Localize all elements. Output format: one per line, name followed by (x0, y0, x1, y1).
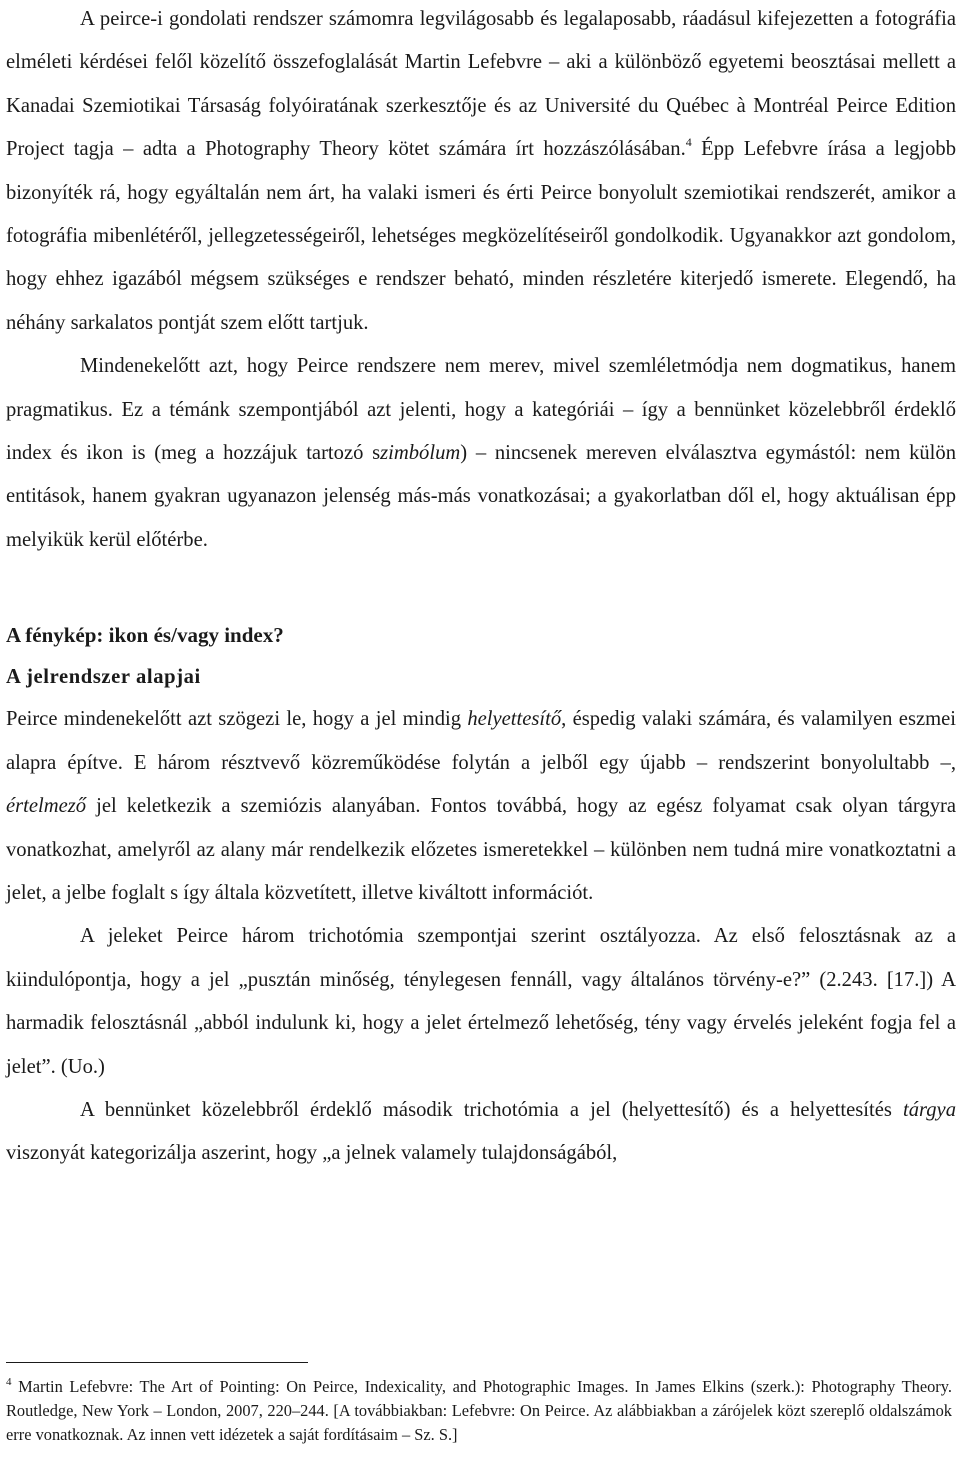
italic-term: helyettesítő (467, 708, 562, 731)
section-subheading: A jelrendszer alapjai (6, 666, 201, 689)
document-body (6, 0, 956, 1176)
paragraph-text: , éspedig valaki számára, és valamilyen eszmei alapra építve. E három résztvevő közreműködése folytán a jelből egy újabb – rendszerint bonyolultabb –, (6, 708, 956, 774)
italic-term: értelmező (6, 795, 87, 818)
paragraph-pragmatism (6, 345, 956, 562)
paragraph-text: jel keletkezik a szemiózis alanyában. Fontos továbbá, hogy az egész folyamat csak olyan tárgyra vonatkozhat, amelyről az alany már rendelkezik előzetes ismeretekkel – különben nem tudná mire vonatkoztatni a jelet, a jelbe foglalt s így általa közvetített, illetve kiváltott információt. (6, 795, 956, 904)
paragraph-text: Épp Lefebvre írása a legjobb bizonyíték rá, hogy egyáltalán nem árt, ha valaki ismeri és érti Peirce bonyolult szemiotikai rendszerét, amikor a fotográfia mibenlétéről, jellegzetességeiről, lehetséges megközelítéseiről gondolkodik. Ugyanakkor azt gondolom, hogy ehhez igazából mégsem szükséges e rendszer beható, minden részletére kiterjedő ismerete. Elegendő, ha néhány sarkalatos pontját szem előtt tartjuk. (6, 138, 956, 334)
paragraph-text: Mindenekelőtt azt, hogy Peirce rendszere nem merev, mivel szemléletmódja nem dogmatikus, hanem pragmatikus. Ez a témánk szempontjából azt jelenti, hogy a kategóriái – így a bennünket közelebbről érdeklő index és ikon is (meg a hozzájuk tartozó s (6, 355, 956, 465)
footnote-reference[interactable]: 4 (685, 135, 692, 150)
footnote-number: 4 (6, 1376, 12, 1388)
paragraph-trichotomies: A jeleket Peirce három trichotómia szempontjai szerint osztályozza. Az első felosztásnak az a kiindulópontja, hogy a jel „pusztán minőség, ténylegesen fennáll, vagy általános törvény-e?” (2.243. [17.]) A harmadik felosztásnál „abból indulunk ki, hogy a jelet értelmező lehetőség, tény vagy érvelés jeleként fogja fel a jelet”. (Uo.) (6, 925, 956, 1078)
section-heading: A fénykép: ikon és/vagy index? (6, 623, 284, 648)
footnote-separator (6, 1362, 308, 1363)
paragraph-text: A peirce-i gondolati rendszer számomra legvilágosabb és legalaposabb, ráadásul kifejezetten a fotográfia elméleti kérdései felől közelítő összefoglalását Martin Lefebvre – aki a különböző egyetemi beosztásai mellett a Kanadai Szemiotikai Társaság folyóiratának szerkesztője és az Université du Québec à Montréal Peirce Edition Project tagja – adta a Photography Theory kötet számára írt hozzászólásában. (6, 8, 956, 161)
paragraph-text: ) – nincsenek mereven elválasztva egymástól: nem külön entitások, hanem gyakran ugyanazon jelenség más-más vonatkozásai; a gyakorlatban dől el, hogy aktuálisan épp melyikük kerül előtérbe. (6, 442, 957, 551)
paragraph-text: viszonyát kategorizálja aszerint, hogy „a jelnek valamely tulajdonságából, (6, 1142, 618, 1165)
section-spacer (6, 562, 956, 614)
footnote-text: Martin Lefebvre: The Art of Pointing: On Peirce, Indexicality, and Photographic Images. In James Elkins (szerk.): Photography Theory. Routledge, New York – London, 2007, 220–244. [A továbbiakban: Lefebvre: On Peirce. Az alábbiakban a zárójelek közt szereplő oldalszámok erre vonatkoznak. Az innen vett idézetek a saját fordításaim – Sz. S.] (6, 1377, 952, 1444)
italic-term: tárgya (902, 1098, 956, 1121)
paragraph-text: A bennünket közelebbről érdeklő második trichotómia a jel (helyettesítő) és a helyettesítés (80, 1098, 903, 1121)
paragraph-text: Peirce mindenekelőtt azt szögezi le, hogy a jel mindig (6, 708, 468, 731)
italic-term: zimbólum (380, 442, 461, 465)
footnote (6, 1375, 952, 1447)
paragraph-sign-definition (6, 698, 956, 915)
paragraph-lefebvre-intro (6, 0, 956, 345)
paragraph-second-trichotomy (6, 1089, 956, 1176)
